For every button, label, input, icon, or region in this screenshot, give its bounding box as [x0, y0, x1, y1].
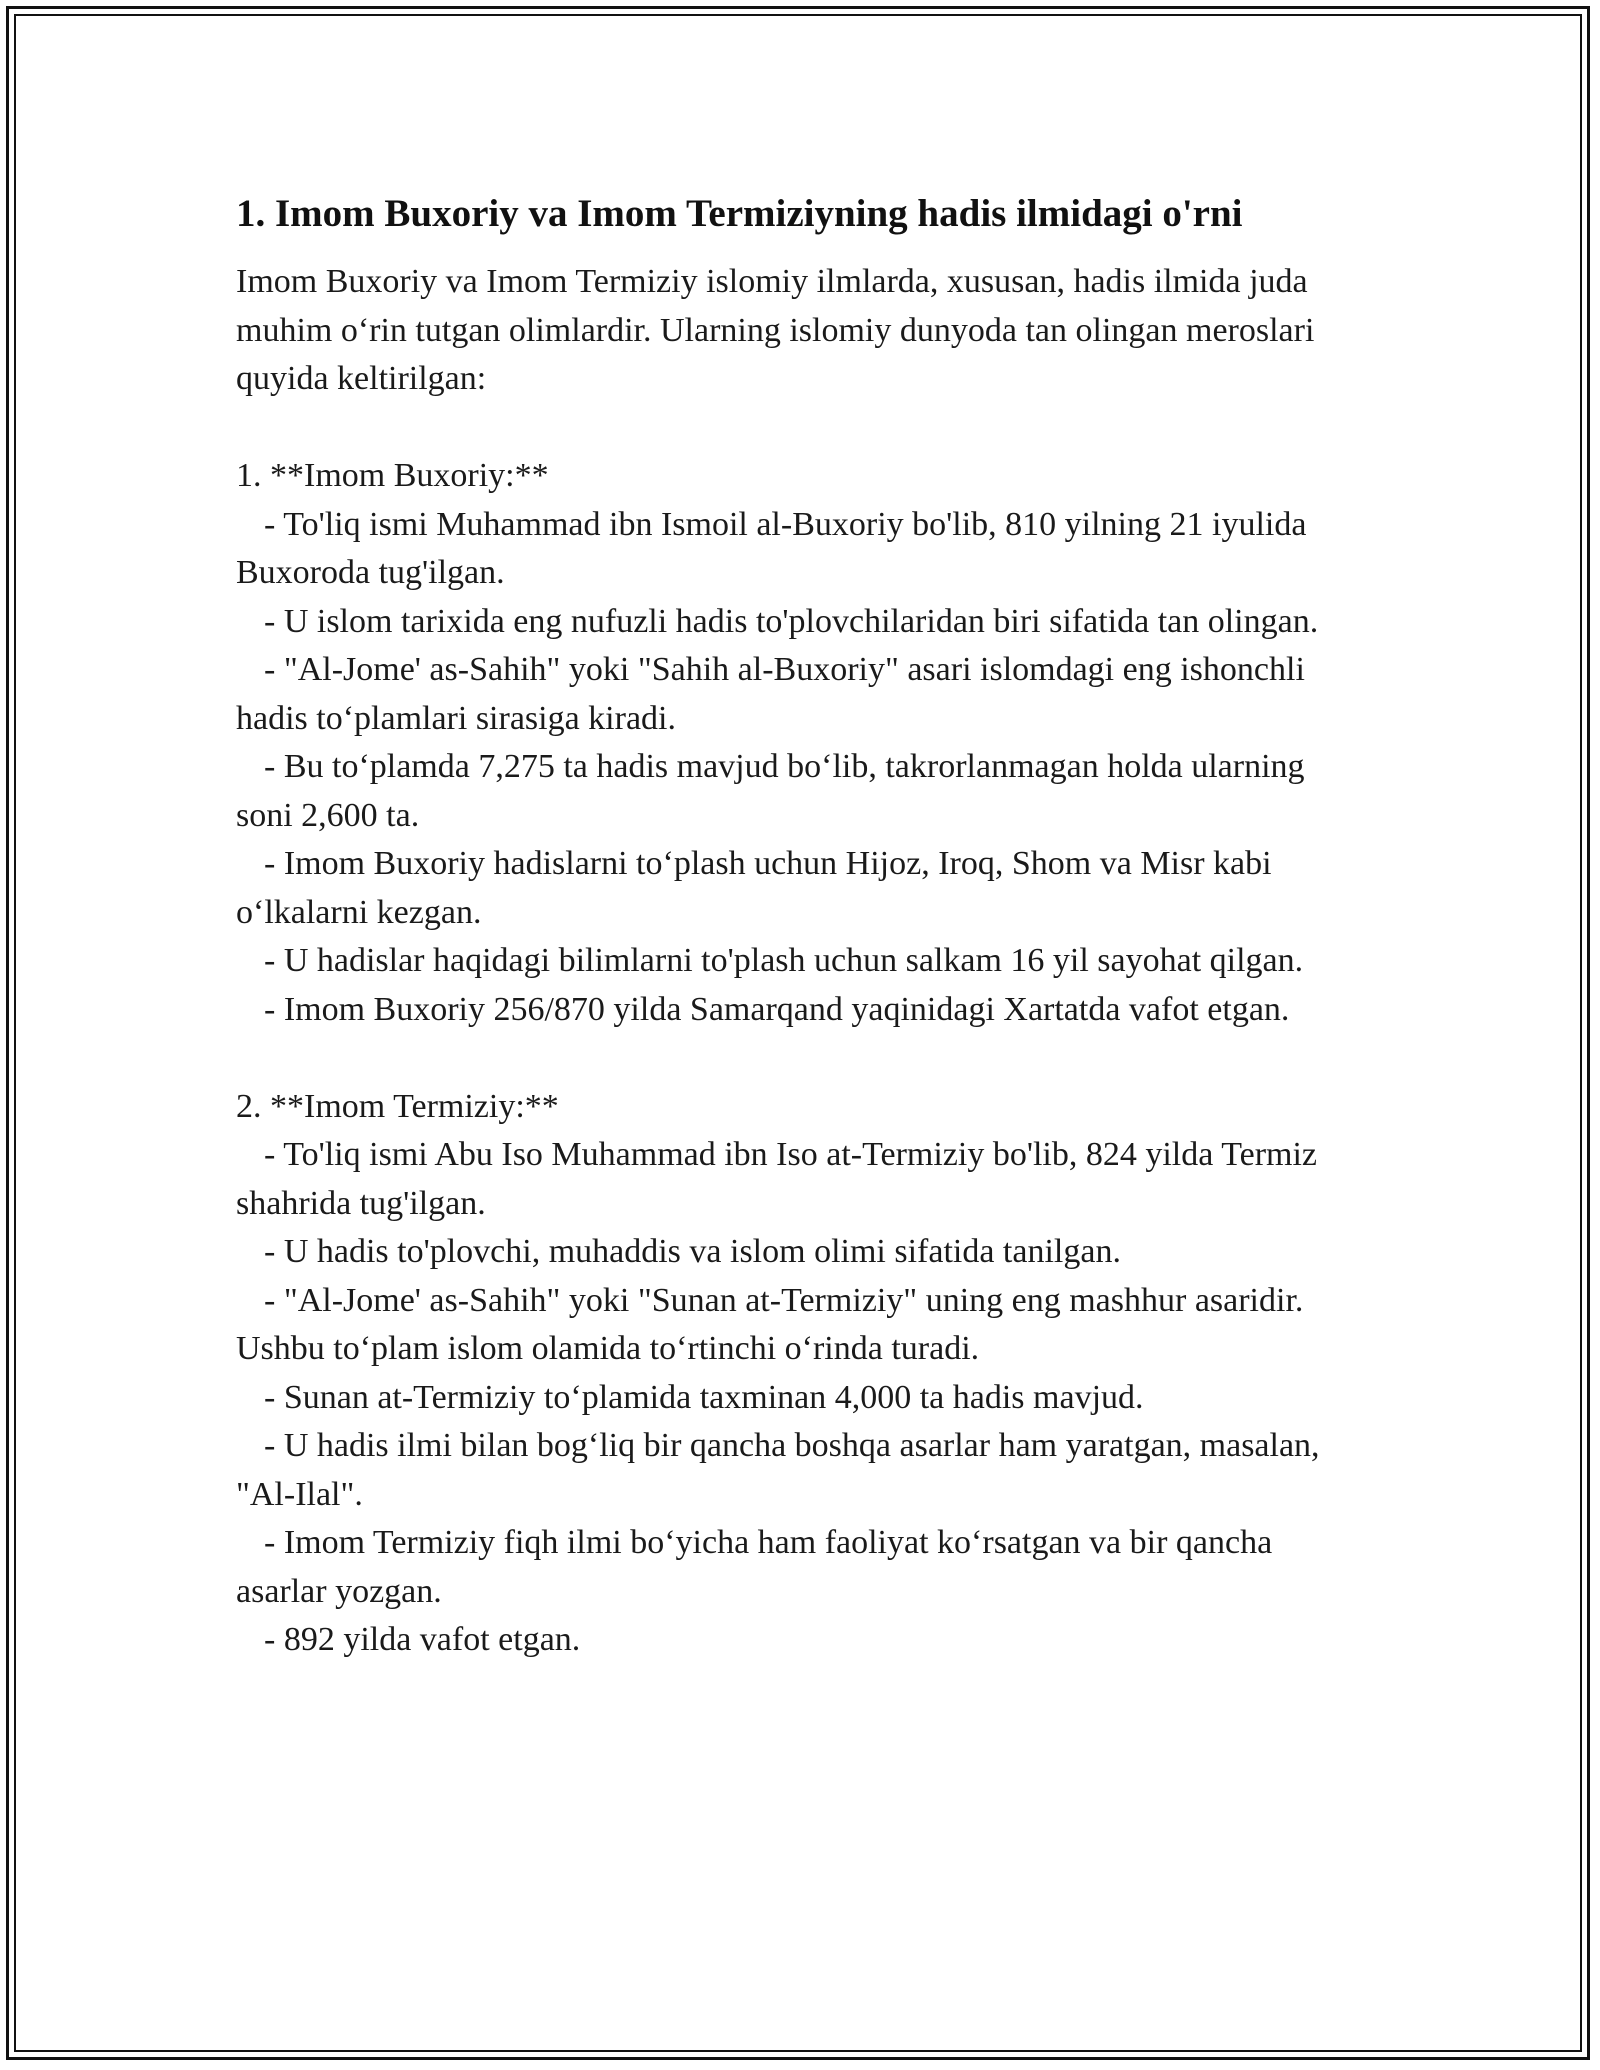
list-item: - U islom tarixida eng nufuzli hadis to'plovchilaridan biri sifatida tan olingan.	[264, 602, 1319, 640]
list-item: - U hadislar haqidagi bilimlarni to'plash uchun salkam 16 yil sayohat qilgan.	[264, 942, 1304, 979]
list-item: - To'liq ismi Abu Iso Muhammad ibn Iso at-Termiziy bo'lib, 824 yilda Termiz shahrida tug'ilgan.	[236, 1136, 1318, 1222]
section-heading: 1. **Imom Buxoriy:**	[236, 457, 549, 494]
list-item: - Sunan at-Termiziy to‘plamida taxminan 4,000 ta hadis mavjud.	[264, 1378, 1144, 1416]
document-body	[236, 186, 1366, 1665]
list-item: - Imom Buxoriy hadislarni to‘plash uchun Hijoz, Iroq, Shom va Misr kabi o‘lkalarni kezgan.	[236, 845, 1272, 931]
list-item: - Imom Termiziy fiqh ilmi bo‘yicha ham faoliyat ko‘rsatgan va bir qancha asarlar yozgan.	[236, 1524, 1273, 1610]
list-item: - 892 yilda vafot etgan.	[264, 1621, 581, 1658]
section-buxoriy	[236, 452, 1366, 1034]
list-item: - "Al-Jome' as-Sahih" yoki "Sunan at-Termiziy" uning eng mashhur asaridir. Ushbu to‘plam islom olamida to‘rtinchi o‘rinda turadi.	[236, 1281, 1304, 1367]
section-termiziy	[236, 1083, 1366, 1665]
intro-paragraph: Imom Buxoriy va Imom Termiziy islomiy ilmlarda, xususan, hadis ilmida juda muhim o‘rin tutgan olimlardir. Ularning islomiy dunyoda tan olingan meroslari quyida keltirilgan:	[236, 263, 1315, 397]
list-item: - Imom Buxoriy 256/870 yilda Samarqand yaqinidagi Xartatda vafot etgan.	[264, 990, 1290, 1028]
list-item: - "Al-Jome' as-Sahih" yoki "Sahih al-Buxoriy" asari islomdagi eng ishonchli hadis to‘plamlari sirasiga kiradi.	[236, 651, 1305, 737]
list-item: - U hadis to'plovchi, muhaddis va islom olimi sifatida tanilgan.	[264, 1233, 1121, 1270]
spacer	[236, 404, 1366, 453]
section-heading: 2. **Imom Termiziy:**	[236, 1087, 559, 1125]
document-title: 1. Imom Buxoriy va Imom Termiziyning hadis ilmidagi o'rni	[236, 192, 1243, 235]
list-item: - U hadis ilmi bilan bog‘liq bir qancha boshqa asarlar ham yaratgan, masalan, "Al-Ilal".	[236, 1427, 1320, 1513]
list-item: - Bu to‘plamda 7,275 ta hadis mavjud bo‘lib, takrorlanmagan holda ularning soni 2,600 ta.	[236, 748, 1305, 834]
list-item: - To'liq ismi Muhammad ibn Ismoil al-Buxoriy bo'lib, 810 yilning 21 iyulida Buxoroda tug'ilgan.	[236, 505, 1307, 591]
spacer	[236, 1034, 1366, 1083]
